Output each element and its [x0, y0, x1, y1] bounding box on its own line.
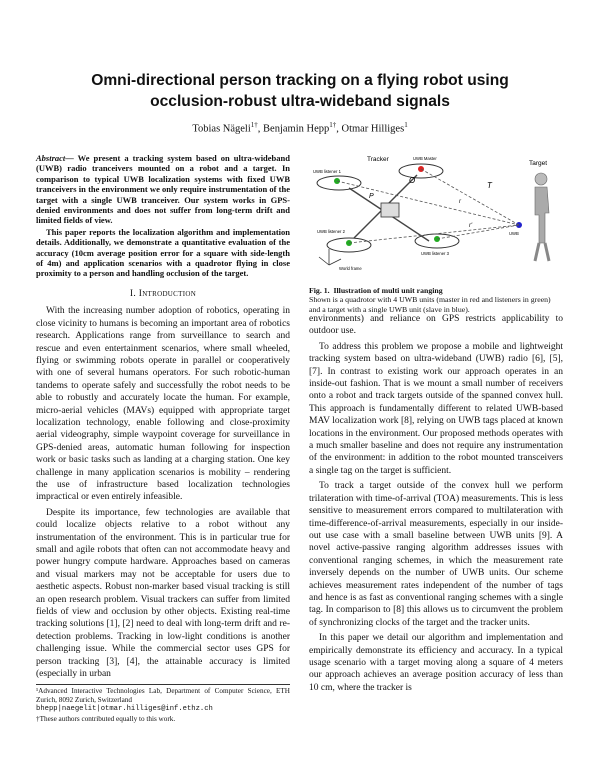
- figure-1-illustration: [309, 153, 563, 271]
- abstract-paragraph-1: [36, 153, 290, 226]
- right-column-body: [309, 313, 563, 697]
- abstract-label: Abstract: [36, 153, 66, 163]
- right-paragraph-0: environments) and reliance on GPS restricts applicability to outdoor use.: [309, 314, 563, 337]
- author-2-affiliation: 1†: [329, 121, 337, 129]
- fig-label-master: UWB Master: [413, 156, 437, 161]
- footnote-affiliation: ¹Advanced Interactive Technologies Lab, Department of Computer Science, ETH Zurich, 8092 Zurich, Switzerland: [36, 687, 290, 705]
- fig-label-listener2: UWB listener 2: [317, 229, 345, 234]
- paper-title: [60, 70, 540, 112]
- figure-1-caption: [309, 286, 563, 314]
- fig-label-target: Target: [529, 160, 548, 167]
- author-3-affiliation: 1: [404, 121, 408, 129]
- fig-label-tracker: Tracker: [367, 156, 389, 163]
- abstract-paragraph-2: This paper reports the localization algorithm and implementation details. Additionally, we demonstrate a quantitative evaluation of the accuracy (10cm average position error for a square with side-length of 4m) and application scenarios with a quadrotor flying in close proximity to a person and handling occlusion of the target.: [36, 226, 290, 279]
- fig-label-r: r: [459, 199, 461, 205]
- title-line-2: occlusion-robust ultra-wideband signals: [150, 93, 450, 110]
- target-person-icon: [535, 173, 549, 261]
- caption-label: Fig. 1.: [309, 286, 330, 295]
- fig-label-P: P: [369, 193, 374, 200]
- author-list: [60, 121, 540, 135]
- footnotes: [36, 684, 290, 724]
- fig-label-listener3: UWB listener 3: [421, 251, 449, 256]
- abstract-text-1: — We present a tracking system based on ultra-wideband (UWB) radio tranceivers mounted on a robot and a target. In comparison to typical UWB localization systems with fixed UWB tranceivers in the environment we only require instrumentation of the target with a single UWB tranceiver. Our system works in GPS-denied environments and does not suffer from long-term drift and limited fields of view.: [36, 153, 290, 226]
- fig-label-uwb: UWB: [509, 231, 519, 236]
- right-paragraph-2: To track a target outside of the convex hull we perform trilateration with time-of-arrival (TOA) measurements. This is less sensitive to measurement errors compared to multilateration with time-difference-of-arrival measurements, especially in our inside-out use case with a small baseline between UWB units [9]. A novel active-passive ranging algorithm addresses issues with conventional ranging schemes, in which the measurement rate inversely depends on the number of UWB units. Our scheme achieves measurement rates independent of the number of tags and hence is as fast as conventional ranging schemes with a single tag. In comparison to [8] this allows us to circumvent the problem of synchronizing clocks of the target and the tracker units.: [309, 481, 563, 628]
- right-paragraph-1: To address this problem we propose a mobile and lightweight tracking system based on ultra-wideband (UWB) radio [6], [5], [7]. In contrast to existing work our approach operates in an inside-out fashion. That is we mount a small number of receivers onto a robot and track targets outside of the spanned convex hull. This approach is fundamentally different to related UWB-based MAV localization work [8], relying on UWB tags placed at known locations in the environment. Our proposed methods operates with a much smaller baseline and does not require any instrumentation of the environment: in addition to the robot mounted transceivers a single tag on the target is sufficient.: [309, 341, 563, 476]
- author-2: , Benjamin Hepp: [257, 123, 330, 135]
- fig-label-listener1: UWB listener 1: [313, 169, 341, 174]
- caption-text: Shown is a quadrotor with 4 UWB units (master in red and listeners in green) and a target with a single UWB unit (slave in blue).: [309, 295, 551, 314]
- intro-paragraph-1: With the increasing number adoption of robotics, operating in close vicinity to humans is becoming an important area of robotics research. Applications range from surveillance to search and rescue and even entertainment scenarios, where small wheeled, flying or swimming robots operate in parallel or cooperatively with one of several humans operators. For such robotic-human tandems to operate safely and successfully the robot needs to be able to robustly and accurately locate the human. For example, micro-aerial vehicles (MAVs) equipped with appropriate target localization technology, enable following and close-proximity aerial videography, simple waypoint coverage for surveillance in GPS-denied areas, automatic human following for inspection work or basic tasks such as landing at a charging station. One key challenge in many application scenarios is mobility – rendering the use of infrastructure based localization technologies impractical or even entirely infeasible.: [36, 306, 290, 503]
- footnote-emails: bhepp|naegelit|otmar.hilliges@inf.ethz.ch: [36, 705, 213, 714]
- left-column: [36, 153, 290, 683]
- author-3: , Otmar Hilliges: [336, 123, 405, 135]
- right-paragraph-3: In this paper we detail our algorithm and implementation and empirically demonstrate its efficiency and accuracy. In a typical usage scenario with a target moving along a square of 4 meters our approach achieves an average position accuracy of less than 10 cm, where the tracker is: [309, 633, 563, 693]
- author-1-affiliation: 1†: [250, 121, 258, 129]
- fig-label-O: O: [409, 176, 416, 185]
- fig-label-world: World frame: [339, 266, 362, 271]
- footnote-equal-contribution: †These authors contributed equally to this work.: [36, 714, 176, 723]
- fig-label-T: T: [487, 181, 492, 190]
- fig-label-rprime: r': [469, 223, 473, 229]
- caption-title: Illustration of multi unit ranging: [333, 286, 443, 295]
- section-heading-introduction: I. Introduction: [129, 288, 197, 299]
- title-line-1: Omni-directional person tracking on a flying robot using: [91, 72, 509, 89]
- intro-paragraph-2: Despite its importance, few technologies are available that could localize objects relative to a robot without any instrumentation of the environment. This is in particular true for small and agile robots that often can not accommodate heavy and power hungry compute hardware. Approaches based on cameras and visual markers may not be acceptable for users due to aesthetic aspects. Robust non-marker based visual tracking is still an open research problem. Visual trackers can suffer from limited fields of view and occlusion by other objects. Existing real-time tracking solutions [1], [2] need to deal with long-term drift and re-detection problems. Tracking in low-light conditions is another challenging issue. While the commercial sector uses GPS for person tracking [3], [4], the attainable accuracy is limited (especially in urban: [36, 507, 290, 680]
- author-1: Tobias Nägeli: [192, 123, 251, 135]
